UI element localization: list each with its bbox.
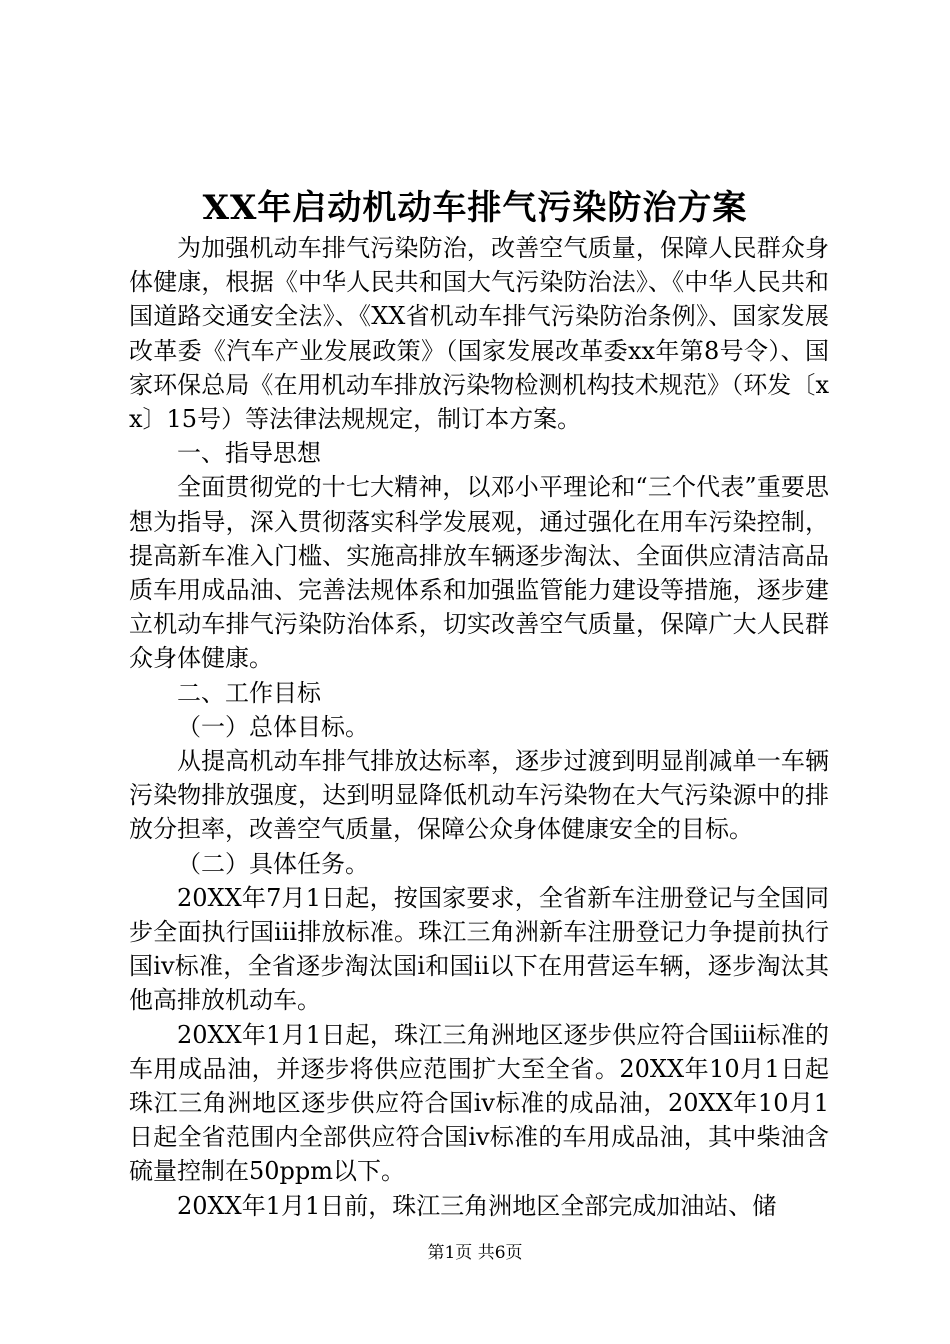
intro-paragraph: 为加强机动车排气污染防治，改善空气质量，保障人民群众身体健康，根据《中华人民共和国大气污染防治法》、《中华人民共和国道路交通安全法》、《XX省机动车排气污染防治条例》、国家发展改革委《汽车产业发展政策》（国家发展改革委xx年第8号令）、国家环保总局《在用机动车排放污染物检测机构技术规范》（环发〔xx〕15号）等法律法规规定，制订本方案。 (129, 234, 829, 434)
task-paragraph-fuel-supply: 20XX年1月1日起，珠江三角洲地区逐步供应符合国iii标准的车用成品油，并逐步将供应范围扩大至全省。20XX年10月1日起珠江三角洲地区逐步供应符合国iv标准的成品油，20XX年10月1日起全省范围内全部供应符合国iv标准的车用成品油，其中柴油含硫量控制在50ppm以下。 (129, 1020, 829, 1186)
section-heading-guiding-thought: 一、指导思想 (177, 439, 321, 468)
subsection-heading-specific-tasks: （二）具体任务。 (177, 849, 369, 878)
section-heading-work-goals: 二、工作目标 (177, 678, 321, 707)
task-paragraph-gas-stations: 20XX年1月1日前，珠江三角洲地区全部完成加油站、储 (177, 1191, 777, 1220)
guiding-thought-paragraph: 全面贯彻党的十七大精神，以邓小平理论和“三个代表”重要思想为指导，深入贯彻落实科学发展观，通过强化在用车污染控制，提高新车准入门槛、实施高排放车辆逐步淘汰、全面供应清洁高品质车用成品油、完善法规体系和加强监管能力建设等措施，逐步建立机动车排气污染防治体系，切实改善空气质量，保障广大人民群众身体健康。 (129, 473, 829, 673)
subsection-heading-overall-goal: （一）总体目标。 (177, 712, 369, 741)
overall-goal-paragraph: 从提高机动车排气排放达标率，逐步过渡到明显削减单一车辆污染物排放强度，达到明显降低机动车污染物在大气污染源中的排放分担率，改善空气质量，保障公众身体健康安全的目标。 (129, 747, 829, 844)
page-footer: 第1页 共6页 (427, 1243, 523, 1263)
document-title: XX年启动机动车排气污染防治方案 (202, 188, 748, 228)
document-body (129, 231, 829, 1223)
task-paragraph-new-vehicles: 20XX年7月1日起，按国家要求，全省新车注册登记与全国同步全面执行国iii排放标准。珠江三角洲新车注册登记力争提前执行国iv标准，全省逐步淘汰国i和国ii以下在用营运车辆，逐步淘汰其他高排放机动车。 (129, 883, 829, 1015)
